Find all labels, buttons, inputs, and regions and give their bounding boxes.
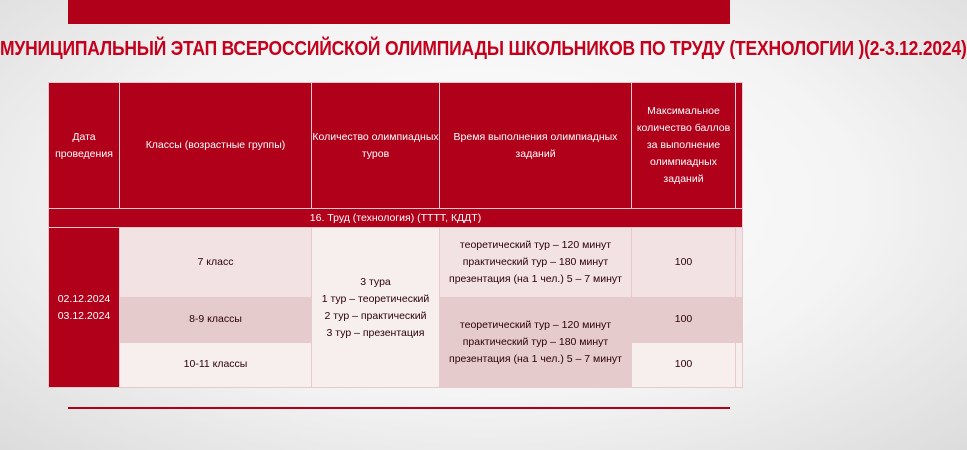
time-line: теоретический тур – 120 минут xyxy=(459,318,612,331)
time-line: презентация (на 1 чел.) 5 – 7 минут xyxy=(449,273,622,286)
time-line: практический тур – 180 минут xyxy=(462,256,609,269)
section-row xyxy=(49,209,743,228)
header-strip xyxy=(736,83,743,209)
time-line: презентация (на 1 чел.) 5 – 7 минут xyxy=(449,352,622,365)
class-cell: 10-11 классы xyxy=(120,342,312,387)
header-date: Дата проведения xyxy=(49,83,120,209)
rounds-count: 3 тура xyxy=(360,275,391,288)
section-title: 16. Труд (технология) (ТТТТ, КДДТ) xyxy=(49,209,743,228)
strip-cell xyxy=(736,342,743,387)
round-2: 2 тур – практический xyxy=(324,309,427,322)
time-line: практический тур – 180 минут xyxy=(462,335,609,348)
date-2: 03.12.2024 xyxy=(57,309,111,322)
rounds-cell xyxy=(312,228,440,388)
header-rounds: Количество олимпиадных туров xyxy=(312,83,440,209)
time-line: теоретический тур – 120 минут xyxy=(459,239,612,252)
header-max-score: Максимальное количество баллов за выполнение олимпиадных заданий xyxy=(632,83,736,209)
date-1: 02.12.2024 xyxy=(57,292,111,305)
table-row xyxy=(49,228,743,297)
date-cell xyxy=(49,228,120,388)
top-accent-bar xyxy=(68,0,730,24)
time-cell xyxy=(440,228,632,297)
strip-cell xyxy=(736,297,743,342)
max-score-cell: 100 xyxy=(632,297,736,342)
bottom-divider xyxy=(68,407,730,409)
max-score-cell: 100 xyxy=(632,342,736,387)
class-cell: 8-9 классы xyxy=(120,297,312,342)
table-header-row xyxy=(49,83,743,209)
olympiad-schedule-table xyxy=(48,82,743,388)
time-cell xyxy=(440,297,632,387)
header-classes: Классы (возрастные группы) xyxy=(120,83,312,209)
class-cell: 7 класс xyxy=(120,228,312,297)
strip-cell xyxy=(736,228,743,297)
header-time: Время выполнения олимпиадных заданий xyxy=(440,83,632,209)
page-title: МУНИЦИПАЛЬНЫЙ ЭТАП ВСЕРОССИЙСКОЙ ОЛИМПИАДЫ ШКОЛЬНИКОВ ПО ТРУДУ (ТЕХНОЛОГИИ )(2-3.12.2024) xyxy=(0,36,967,60)
round-3: 3 тур – презентация xyxy=(326,326,425,339)
round-1: 1 тур – теоретический xyxy=(321,292,430,305)
max-score-cell: 100 xyxy=(632,228,736,297)
